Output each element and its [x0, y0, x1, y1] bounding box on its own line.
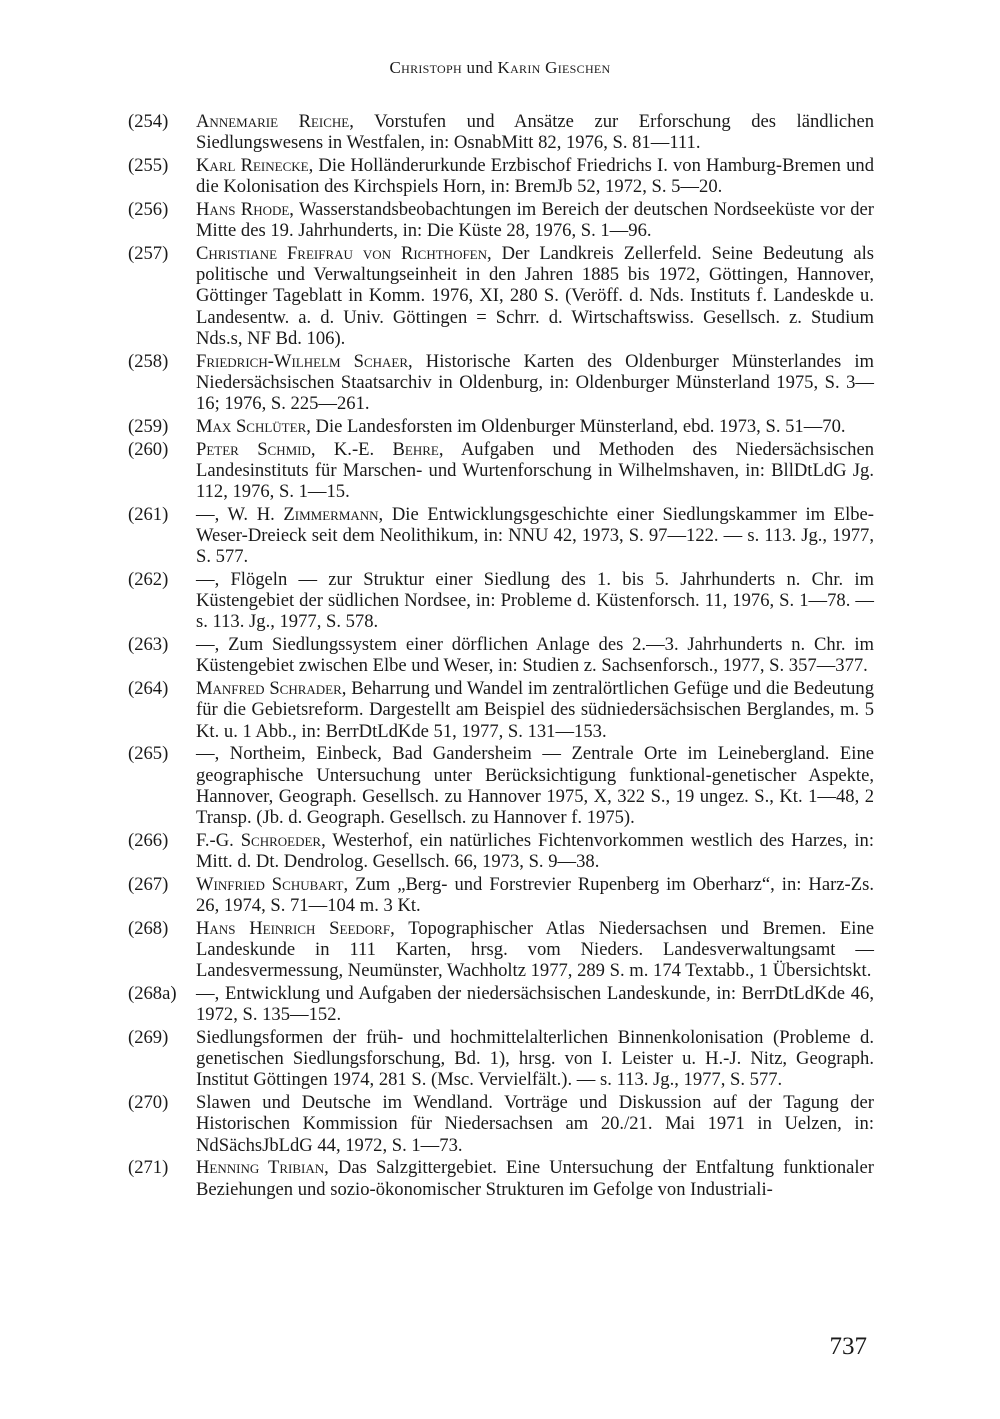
entry-text: Die Holländerurkunde Erzbischof Friedrichs I. von Hamburg-Bremen und die Kolonisation des Kirchspiels Horn, in: BremJb 52, 1972, S. 5—20.: [196, 155, 875, 198]
bibliography-entry: [128, 199, 874, 242]
entry-author: Peter Schmid, K.-E. Behre,: [196, 438, 444, 460]
entry-text: Beharrung und Wandel im zentralörtlichen Gefüge und die Bedeutung für die Gebietsreform. Dargestellt am Beispiel des südniedersächsischen Berglandes, m. 5 Kt. u. 1 Abb., in: BerrDtLdKde 51, 1977, S. 131—153.: [196, 678, 874, 742]
entry-text: Vorstufen und Ansätze zur Erforschung des ländlichen Siedlungswesens in Westfalen, in: OsnabMitt 82, 1976, S. 81—111.: [196, 111, 874, 154]
bibliography-entry: [128, 155, 875, 198]
bibliography-entry: [128, 1027, 874, 1091]
bibliography-entry: [128, 743, 874, 829]
entry-author: Friedrich-Wilhelm Schaer,: [196, 350, 413, 372]
bibliography-entry: [128, 111, 874, 154]
entry-number: (268a): [128, 983, 177, 1005]
entry-text: Die Entwicklungsgeschichte einer Siedlungskammer im Elbe-Weser-Dreieck seit dem Neolithikum, in: NNU 42, 1973, S. 97—122. — s. 113. Jg., 1977, S. 577.: [196, 503, 874, 568]
entry-text: Slawen und Deutsche im Wendland. Vorträge und Diskussion auf der Tagung der Historischen Kommission für Niedersachsen am 20./21. Mai 1971 in Uelzen, in: NdSächsJbLdG 44, 1972, S. 1—73.: [196, 1092, 874, 1156]
bibliography-list: [128, 111, 875, 1201]
entry-number: (262): [128, 569, 169, 591]
entry-number: (261): [128, 503, 169, 525]
header-author-a: Christoph: [389, 58, 462, 77]
entry-author: Christiane Freifrau von Richthofen,: [196, 243, 492, 264]
entry-author: Hans Heinrich Seedorf,: [196, 917, 395, 939]
bibliography-entry: [128, 569, 874, 633]
entry-text: Die Landesforsten im Oldenburger Münsterland, ebd. 1973, S. 51—70.: [315, 415, 846, 437]
entry-text: —, Northeim, Einbeck, Bad Gandersheim — Zentrale Orte im Leinebergland. Eine geographische Untersuchung unter Berücksichtigung funktional-genetischer Aspekte, Hannover, Geograph. Gesellsch. zu Hannover 1975, X, 322 S., 19 ungez. S., Kt. 1—48, 2 Transp. (Jb. d. Geograph. Gesellsch. zu Hannover f. 1975).: [196, 743, 874, 829]
bibliography-entry: [128, 415, 874, 437]
entry-text: —, Entwicklung und Aufgaben der niedersächsischen Landeskunde, in: BerrDtLdKde 46, 1972, S. 135—152.: [196, 983, 874, 1026]
entry-number: (260): [128, 438, 169, 460]
entry-text: —, Zum Siedlungssystem einer dörflichen Anlage des 2.—3. Jahrhunderts n. Chr. im Küstengebiet zwischen Elbe und Weser, in: Studien z. Sachsenforsch., 1977, S. 357—377.: [196, 634, 874, 677]
bibliography-entry: [128, 634, 874, 677]
entry-text: —, Flögeln — zur Struktur einer Siedlung des 1. bis 5. Jahrhunderts n. Chr. im Küstengebiet der südlichen Nordsee, in: Probleme d. Küstenforsch. 11, 1976, S. 1—78. — s. 113. Jg., 1977, S. 578.: [196, 569, 874, 633]
entry-author: Karl Reinecke,: [196, 155, 314, 176]
entry-text: Zum „Berg- und Forstrevier Rupenberg im Oberharz“, in: Harz-Zs. 26, 1974, S. 71—104 m. 3 Kt.: [196, 873, 874, 917]
entry-author: Max Schlüter,: [196, 415, 311, 437]
entry-text: Historische Karten des Oldenburger Münsterlandes im Niedersächsischen Staatsarchiv in Oldenburg, in: Oldenburger Münsterland 1975, S. 3—16; 1976, S. 225—261.: [196, 350, 874, 415]
entry-text: Wasserstandsbeobachtungen im Bereich der deutschen Nordseeküste vor der Mitte des 19. Jahrhunderts, in: Die Küste 28, 1976, S. 1—96.: [196, 199, 874, 242]
bibliography-entry: [128, 503, 874, 568]
bibliography-entry: [128, 678, 874, 742]
bibliography-entry: [128, 917, 874, 982]
entry-text: Der Landkreis Zellerfeld. Seine Bedeutung als politische und Verwaltungseinheit in den Jahren 1885 bis 1972, Göttingen, Hannover, Göttinger Tageblatt in Komm. 1976, XI, 280 S. (Veröff. d. Nds. Instituts f. Landeskde u. Landesentw. a. d. Univ. Göttingen = Schrr. d. Wirtschaftswiss. Gesellsch. z. Studium Nds.s, NF Bd. 106).: [196, 243, 875, 349]
entry-author: —, W. H. Zimmermann,: [196, 503, 384, 525]
entry-text: Topographischer Atlas Niedersachsen und Bremen. Eine Landeskunde in 111 Karten, hrsg. vom Nieders. Landesverwaltungsamt — Landesvermessung, Neumünster, Wachholtz 1977, 289 S. m. 174 Textabb., 1 Übersichtskt.: [196, 917, 874, 982]
entry-number: (263): [128, 634, 169, 656]
entry-number: (264): [128, 678, 169, 700]
entry-number: (254): [128, 111, 169, 132]
bibliography-entry: [128, 873, 874, 917]
entry-text: Westerhof, ein natürliches Fichtenvorkommen westlich des Harzes, in: Mitt. d. Dt. Dendrolog. Gesellsch. 66, 1973, S. 9—38.: [196, 829, 874, 873]
entry-number: (256): [128, 199, 169, 220]
entry-number: (269): [128, 1027, 169, 1049]
entry-number: (270): [128, 1092, 169, 1114]
entry-number: (259): [128, 415, 169, 437]
running-header: [0, 58, 1000, 78]
entry-number: (265): [128, 743, 169, 765]
entry-text: Aufgaben und Methoden des Niedersächsischen Landesinstituts für Marschen- und Wurtenforschung in Wilhelmshaven, in: BllDtLdG Jg. 112, 1976, S. 1—15.: [196, 438, 875, 503]
entry-author: Henning Tribian,: [196, 1157, 329, 1179]
entry-number: (255): [128, 155, 169, 176]
entry-text: Siedlungsformen der früh- und hochmittelalterlichen Binnenkolonisation (Probleme d. genetischen Siedlungsforschung, Bd. 1), hrsg. von I. Leister u. H.-J. Nitz, Geograph. Institut Göttingen 1974, 281 S. (Msc. Vervielfält.). — s. 113. Jg., 1977, S. 577.: [196, 1027, 874, 1091]
bibliography-entry: [128, 438, 875, 503]
entry-text: Das Salzgittergebiet. Eine Untersuchung der Entfaltung funktionaler Beziehungen und sozio-ökonomischer Strukturen im Gefolge von Industriali-: [196, 1157, 874, 1200]
entry-number: (266): [128, 829, 169, 851]
entry-author: F.-G. Schroeder,: [196, 829, 326, 851]
page-number: 737: [829, 1333, 867, 1360]
entry-author: Hans Rhode,: [196, 199, 294, 220]
bibliography-entry: [128, 243, 875, 349]
bibliography-entry: [128, 1157, 874, 1200]
entry-number: (268): [128, 917, 169, 939]
entry-number: (257): [128, 243, 169, 264]
entry-number: (258): [128, 350, 169, 372]
entry-author: Winfried Schubart,: [196, 873, 349, 895]
bibliography-entry: [128, 350, 874, 415]
bibliography-entry: [128, 983, 874, 1026]
entry-number: (271): [128, 1157, 169, 1179]
entry-author: Manfred Schrader,: [196, 678, 347, 700]
bibliography-entry: [128, 1092, 874, 1156]
header-author-b: Karin Gieschen: [497, 58, 611, 77]
entry-number: (267): [128, 873, 169, 895]
bibliography-entry: [128, 829, 874, 873]
entry-author: Annemarie Reiche,: [196, 111, 354, 132]
header-joiner: und: [466, 58, 493, 77]
